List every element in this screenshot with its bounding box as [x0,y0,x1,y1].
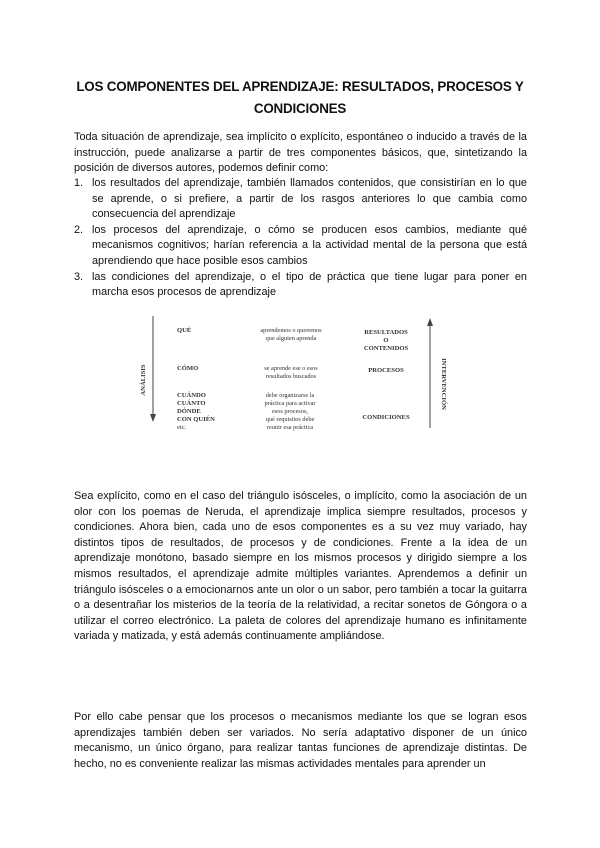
description-line: esos procesos, [271,408,309,415]
list-number: 2. [74,223,84,236]
component-procesos: PROCESOS [368,367,404,374]
question-line: CUÁNTO [177,400,206,407]
list-number: 3. [74,270,84,283]
description-que [256,327,326,343]
component-resultados [356,329,416,353]
question-line: CUÁNDO [177,392,206,399]
learning-components-diagram [140,316,460,431]
analysis-arrow-head [150,414,156,422]
question-line: etc. [177,424,187,431]
body-paragraph: Sea explícito, como en el caso del triángulo isósceles, o implícito, como la asociación de un olor con los poemas de Neruda, el aprendizaje implica siempre resultados, procesos y condiciones. Ahora bien, cada uno de esos componentes es a su vez muy variado, hay distintos tipos de resultados, de procesos y de condiciones. Frente a la idea de un aprendizaje monótono, basado siempre en los mismos procesos y dirigido siempre a los mismos resultados, el aprendizaje admite múltiples variantes. Aprendemos a definir un triángulo isósceles o a emocionarnos ante un olor o un sabor, pero también a tocar la guitarra o a desentrañar los misterios de la teoría de la relatividad, a recitar sonetos de Góngora o a utilizar el correo electrónico. La paleta de colores del aprendizaje humano es infinitamente variada y matizada, y está además continuamente ampliándose. [74,490,527,643]
list-item [74,270,527,301]
description-line: qué requisitos debe [265,416,315,423]
list-item [74,223,527,270]
component-line: O [383,337,389,344]
question-como: CÓMO [177,365,199,372]
list-text: los resultados del aprendizaje, también llamados contenidos, que consistirían en lo que se aprende, o si prefiere, a partir de los rasgos anteriores lo que cambia como consecuencia del aprendizaje [92,177,527,221]
component-condiciones: CONDICIONES [362,414,410,421]
question-line: DÓNDE [177,408,201,415]
description-line: reunir esa práctica [266,424,314,431]
question-cuando [177,392,215,432]
description-line: que alguien aprenda [265,335,317,342]
description-line: debe organizarse la [265,392,315,399]
description-line: práctica para activar [264,400,316,407]
body-paragraph: Por ello cabe pensar que los procesos o mecanismos mediante los que se logran esos aprendizajes también deben ser variados. No sería adaptativo disponer de un único mecanismo, un único órgano, para realizar tantas funciones de aprendizaje distintas. De hecho, no es conveniente realizar las mismas actividades mentales para aprender un [74,711,527,770]
document-title: LOS COMPONENTES DEL APRENDIZAJE: RESULTADOS, PROCESOS Y CONDICIONES [76,79,524,116]
component-line: CONTENIDOS [363,345,409,352]
components-list [74,176,527,301]
component-line: RESULTADOS [364,329,408,336]
description-cuando [254,392,326,432]
analysis-axis-label: ANÁLISIS [140,364,147,396]
list-text: las condiciones del aprendizaje, o el tipo de práctica que tiene lugar para poner en marcha esos procesos de aprendizaje [92,270,527,299]
intervention-axis-label: INTERVENCIÓN [440,358,447,410]
description-como [256,365,326,381]
question-que: QUÉ [177,327,192,334]
list-number: 1. [74,177,84,189]
intro-paragraph: Toda situación de aprendizaje, sea implícito o explícito, espontáneo o inducido a través de la instrucción, puede analizarse a partir de tres componentes básicos, que, sintetizando la posición de diversos autores, podemos definir como: [74,131,527,175]
description-line: se aprende ese o esos [264,365,318,372]
question-line: CON QUIÉN [177,416,215,423]
description-line: aprendemos o queremos [260,327,322,334]
list-text: los procesos del aprendizaje, o cómo se producen esos cambios, mediante qué mecanismos cognitivos; harían referencia a la actividad mental de la persona que está aprendiendo que hace posible esos cambios [92,223,527,267]
intervention-arrow-head [427,318,433,326]
list-item [74,176,527,223]
description-line: resultados buscados [265,373,317,380]
